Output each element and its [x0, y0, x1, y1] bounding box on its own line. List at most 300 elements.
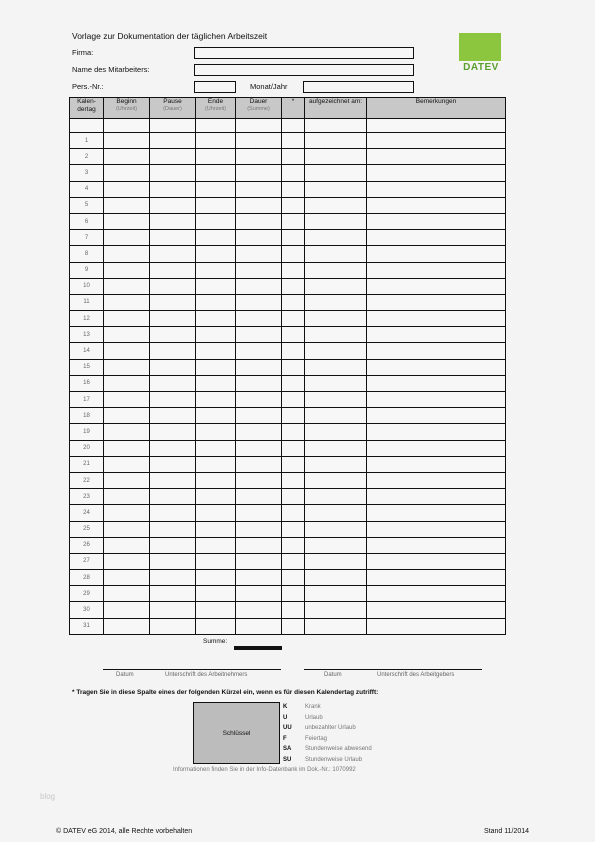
monat-field[interactable] — [303, 81, 414, 93]
entry-cell[interactable] — [236, 197, 282, 213]
entry-cell[interactable] — [367, 456, 506, 472]
datev-logo — [459, 33, 501, 61]
entry-cell[interactable] — [282, 424, 305, 440]
day-cell: 26 — [70, 537, 104, 553]
entry-cell[interactable] — [236, 440, 282, 456]
entry-cell[interactable] — [104, 472, 150, 488]
day-cell: 19 — [70, 424, 104, 440]
entry-cell[interactable] — [104, 553, 150, 569]
entry-cell[interactable] — [367, 521, 506, 537]
table-row — [70, 618, 506, 634]
table-row — [70, 181, 506, 197]
entry-cell[interactable] — [305, 278, 367, 294]
entry-cell[interactable] — [150, 343, 196, 359]
entry-cell[interactable] — [150, 197, 196, 213]
entry-cell[interactable] — [367, 119, 506, 133]
entry-cell[interactable] — [104, 213, 150, 229]
entry-cell[interactable] — [104, 618, 150, 634]
entry-cell[interactable] — [196, 602, 236, 618]
day-cell: 3 — [70, 165, 104, 181]
entry-cell[interactable] — [367, 311, 506, 327]
entry-cell[interactable] — [236, 375, 282, 391]
entry-cell[interactable] — [367, 424, 506, 440]
entry-cell[interactable] — [196, 408, 236, 424]
col-header: Dauer (Summe) — [236, 98, 282, 119]
table-row — [70, 197, 506, 213]
entry-cell[interactable] — [367, 246, 506, 262]
entry-cell[interactable] — [150, 456, 196, 472]
day-cell: 12 — [70, 311, 104, 327]
entry-cell[interactable] — [104, 149, 150, 165]
page-title: Vorlage zur Dokumentation der täglichen Arbeitszeit — [72, 31, 268, 41]
table-row — [70, 165, 506, 181]
day-cell: 6 — [70, 213, 104, 229]
entry-cell[interactable] — [150, 311, 196, 327]
entry-cell[interactable] — [367, 618, 506, 634]
entry-cell[interactable] — [282, 181, 305, 197]
entry-cell[interactable] — [236, 262, 282, 278]
date-label: Datum — [324, 672, 342, 678]
entry-cell[interactable] — [150, 149, 196, 165]
entry-cell[interactable] — [150, 181, 196, 197]
entry-cell[interactable] — [104, 456, 150, 472]
entry-cell[interactable] — [236, 294, 282, 310]
entry-cell[interactable] — [104, 586, 150, 602]
entry-cell[interactable] — [367, 262, 506, 278]
table-row — [70, 149, 506, 165]
summe-field[interactable] — [234, 646, 282, 650]
entry-cell[interactable] — [236, 165, 282, 181]
entry-cell[interactable] — [196, 246, 236, 262]
day-cell: 9 — [70, 262, 104, 278]
entry-cell[interactable] — [282, 618, 305, 634]
entry-cell[interactable] — [282, 230, 305, 246]
entry-cell[interactable] — [104, 440, 150, 456]
entry-cell[interactable] — [367, 213, 506, 229]
day-cell: 11 — [70, 294, 104, 310]
entry-cell[interactable] — [367, 197, 506, 213]
monat-label: Monat/Jahr — [250, 82, 288, 91]
entry-cell[interactable] — [104, 602, 150, 618]
entry-cell[interactable] — [150, 489, 196, 505]
entry-cell[interactable] — [236, 327, 282, 343]
entry-cell[interactable] — [282, 586, 305, 602]
entry-cell[interactable] — [150, 537, 196, 553]
entry-cell[interactable] — [236, 392, 282, 408]
entry-cell[interactable] — [282, 408, 305, 424]
entry-cell[interactable] — [104, 294, 150, 310]
entry-cell[interactable] — [367, 149, 506, 165]
entry-cell[interactable] — [150, 570, 196, 586]
entry-cell[interactable] — [196, 359, 236, 375]
day-cell: 14 — [70, 343, 104, 359]
entry-cell[interactable] — [196, 537, 236, 553]
entry-cell[interactable] — [236, 181, 282, 197]
day-cell: 17 — [70, 392, 104, 408]
day-cell: 24 — [70, 505, 104, 521]
mitarbeiter-label: Name des Mitarbeiters: — [72, 65, 150, 74]
entry-cell[interactable] — [282, 472, 305, 488]
entry-cell[interactable] — [367, 489, 506, 505]
entry-cell[interactable] — [196, 181, 236, 197]
entry-cell[interactable] — [367, 375, 506, 391]
datev-logo-text: DATEV — [463, 62, 499, 73]
entry-cell[interactable] — [282, 149, 305, 165]
table-row — [70, 424, 506, 440]
timesheet-table — [69, 97, 506, 635]
entry-cell[interactable] — [150, 408, 196, 424]
entry-cell[interactable] — [305, 149, 367, 165]
key-description: Stundenweise Urlaub — [305, 756, 363, 763]
entry-cell[interactable] — [282, 521, 305, 537]
key-item — [283, 703, 321, 711]
entry-cell[interactable] — [196, 311, 236, 327]
key-box — [193, 702, 280, 764]
key-title: Schlüssel — [222, 729, 251, 737]
day-cell: 27 — [70, 553, 104, 569]
entry-cell[interactable] — [196, 618, 236, 634]
entry-cell[interactable] — [196, 213, 236, 229]
entry-cell[interactable] — [150, 505, 196, 521]
entry-cell[interactable] — [367, 570, 506, 586]
entry-cell[interactable] — [282, 197, 305, 213]
persnr-field[interactable] — [194, 81, 236, 93]
table-row — [70, 392, 506, 408]
summe-label: Summe: — [203, 638, 228, 645]
entry-cell[interactable] — [236, 359, 282, 375]
entry-cell[interactable] — [104, 246, 150, 262]
entry-cell[interactable] — [367, 602, 506, 618]
entry-cell[interactable] — [150, 133, 196, 149]
entry-cell[interactable] — [305, 618, 367, 634]
entry-cell[interactable] — [282, 570, 305, 586]
entry-cell[interactable] — [150, 262, 196, 278]
firma-label: Firma: — [72, 48, 94, 57]
copyright: © DATEV eG 2014, alle Rechte vorbehalten — [56, 828, 193, 835]
entry-cell[interactable] — [305, 246, 367, 262]
entry-cell[interactable] — [104, 537, 150, 553]
entry-cell[interactable] — [305, 359, 367, 375]
signature-line-employee[interactable] — [103, 669, 281, 670]
entry-cell[interactable] — [150, 472, 196, 488]
entry-cell[interactable] — [196, 505, 236, 521]
table-row — [70, 327, 506, 343]
entry-cell[interactable] — [196, 262, 236, 278]
entry-cell[interactable] — [282, 456, 305, 472]
day-cell: 7 — [70, 230, 104, 246]
entry-cell[interactable] — [305, 165, 367, 181]
entry-cell[interactable] — [305, 213, 367, 229]
entry-cell[interactable] — [104, 505, 150, 521]
entry-cell[interactable] — [104, 327, 150, 343]
day-cell: 13 — [70, 327, 104, 343]
entry-cell[interactable] — [104, 133, 150, 149]
entry-cell[interactable] — [282, 537, 305, 553]
entry-cell[interactable] — [150, 230, 196, 246]
entry-cell[interactable] — [150, 327, 196, 343]
entry-cell[interactable] — [236, 213, 282, 229]
key-item — [283, 714, 323, 722]
entry-cell[interactable] — [305, 343, 367, 359]
entry-cell[interactable] — [282, 133, 305, 149]
entry-cell[interactable] — [196, 119, 236, 133]
entry-cell[interactable] — [367, 440, 506, 456]
entry-cell[interactable] — [282, 553, 305, 569]
day-cell: 25 — [70, 521, 104, 537]
entry-cell[interactable] — [104, 343, 150, 359]
entry-cell[interactable] — [196, 278, 236, 294]
day-cell: 23 — [70, 489, 104, 505]
date-label: Datum — [116, 672, 134, 678]
table-row — [70, 602, 506, 618]
entry-cell[interactable] — [236, 343, 282, 359]
entry-cell[interactable] — [196, 230, 236, 246]
day-cell: 31 — [70, 618, 104, 634]
day-cell — [70, 119, 104, 133]
entry-cell[interactable] — [282, 489, 305, 505]
entry-cell[interactable] — [104, 311, 150, 327]
firma-field[interactable] — [194, 47, 414, 59]
entry-cell[interactable] — [282, 505, 305, 521]
key-item — [283, 735, 327, 743]
entry-cell[interactable] — [282, 246, 305, 262]
entry-cell[interactable] — [150, 521, 196, 537]
entry-cell[interactable] — [282, 327, 305, 343]
entry-cell[interactable] — [305, 375, 367, 391]
entry-cell[interactable] — [236, 119, 282, 133]
entry-cell[interactable] — [305, 537, 367, 553]
entry-cell[interactable] — [236, 618, 282, 634]
entry-cell[interactable] — [150, 165, 196, 181]
entry-cell[interactable] — [236, 311, 282, 327]
entry-cell[interactable] — [150, 294, 196, 310]
entry-cell[interactable] — [236, 424, 282, 440]
entry-cell[interactable] — [236, 230, 282, 246]
entry-cell[interactable] — [367, 472, 506, 488]
entry-cell[interactable] — [150, 278, 196, 294]
entry-cell[interactable] — [305, 181, 367, 197]
key-description: Krank — [305, 704, 321, 710]
entry-cell[interactable] — [305, 505, 367, 521]
table-row — [70, 440, 506, 456]
key-description: unbezahlter Urlaub — [305, 725, 356, 731]
day-cell: 28 — [70, 570, 104, 586]
entry-cell[interactable] — [196, 456, 236, 472]
entry-cell[interactable] — [150, 119, 196, 133]
entry-cell[interactable] — [305, 440, 367, 456]
entry-cell[interactable] — [367, 230, 506, 246]
entry-cell[interactable] — [236, 537, 282, 553]
entry-cell[interactable] — [367, 408, 506, 424]
day-cell: 16 — [70, 375, 104, 391]
entry-cell[interactable] — [236, 246, 282, 262]
entry-cell[interactable] — [282, 343, 305, 359]
watermark: blog — [40, 792, 56, 801]
entry-cell[interactable] — [236, 472, 282, 488]
entry-cell[interactable] — [367, 392, 506, 408]
entry-cell[interactable] — [305, 197, 367, 213]
day-cell: 8 — [70, 246, 104, 262]
entry-cell[interactable] — [367, 181, 506, 197]
entry-cell[interactable] — [196, 440, 236, 456]
entry-cell[interactable] — [367, 165, 506, 181]
col-header: Beginn (Uhrzeit) — [104, 98, 150, 119]
entry-cell[interactable] — [305, 311, 367, 327]
entry-cell[interactable] — [305, 133, 367, 149]
entry-cell[interactable] — [367, 553, 506, 569]
entry-cell[interactable] — [104, 489, 150, 505]
table-row — [70, 133, 506, 149]
entry-cell[interactable] — [367, 537, 506, 553]
col-header: aufgezeichnet am: — [305, 98, 367, 119]
entry-cell[interactable] — [104, 375, 150, 391]
entry-cell[interactable] — [196, 327, 236, 343]
entry-cell[interactable] — [150, 246, 196, 262]
entry-cell[interactable] — [196, 294, 236, 310]
entry-cell[interactable] — [104, 424, 150, 440]
entry-cell[interactable] — [150, 392, 196, 408]
table-row — [70, 537, 506, 553]
entry-cell[interactable] — [150, 424, 196, 440]
entry-cell[interactable] — [150, 618, 196, 634]
entry-cell[interactable] — [236, 149, 282, 165]
entry-cell[interactable] — [282, 294, 305, 310]
entry-cell[interactable] — [367, 359, 506, 375]
entry-cell[interactable] — [305, 521, 367, 537]
entry-cell[interactable] — [236, 586, 282, 602]
entry-cell[interactable] — [196, 586, 236, 602]
entry-cell[interactable] — [104, 392, 150, 408]
entry-cell[interactable] — [104, 408, 150, 424]
table-row — [70, 246, 506, 262]
entry-cell[interactable] — [305, 489, 367, 505]
entry-cell[interactable] — [305, 553, 367, 569]
entry-cell[interactable] — [305, 424, 367, 440]
entry-cell[interactable] — [282, 262, 305, 278]
day-cell: 15 — [70, 359, 104, 375]
entry-cell[interactable] — [367, 505, 506, 521]
entry-cell[interactable] — [196, 553, 236, 569]
entry-cell[interactable] — [236, 456, 282, 472]
entry-cell[interactable] — [150, 375, 196, 391]
entry-cell[interactable] — [196, 197, 236, 213]
entry-cell[interactable] — [367, 294, 506, 310]
entry-cell[interactable] — [236, 602, 282, 618]
entry-cell[interactable] — [196, 165, 236, 181]
entry-cell[interactable] — [282, 213, 305, 229]
entry-cell[interactable] — [196, 375, 236, 391]
entry-cell[interactable] — [104, 521, 150, 537]
entry-cell[interactable] — [104, 181, 150, 197]
entry-cell[interactable] — [196, 149, 236, 165]
entry-cell[interactable] — [282, 165, 305, 181]
mitarbeiter-field[interactable] — [194, 64, 414, 76]
entry-cell[interactable] — [282, 278, 305, 294]
entry-cell[interactable] — [196, 521, 236, 537]
entry-cell[interactable] — [282, 602, 305, 618]
signature-line-employer[interactable] — [304, 669, 482, 670]
table-row — [70, 472, 506, 488]
entry-cell[interactable] — [104, 262, 150, 278]
entry-cell[interactable] — [150, 553, 196, 569]
entry-cell[interactable] — [150, 602, 196, 618]
entry-cell[interactable] — [150, 359, 196, 375]
persnr-label: Pers.-Nr.: — [72, 82, 104, 91]
entry-cell[interactable] — [196, 392, 236, 408]
entry-cell[interactable] — [305, 294, 367, 310]
entry-cell[interactable] — [236, 408, 282, 424]
entry-cell[interactable] — [367, 343, 506, 359]
entry-cell[interactable] — [367, 586, 506, 602]
entry-cell[interactable] — [282, 119, 305, 133]
day-cell: 5 — [70, 197, 104, 213]
entry-cell[interactable] — [236, 553, 282, 569]
entry-cell[interactable] — [305, 119, 367, 133]
key-code: U — [283, 714, 288, 721]
entry-cell[interactable] — [305, 570, 367, 586]
table-row — [70, 553, 506, 569]
key-item — [283, 756, 362, 764]
entry-cell[interactable] — [196, 489, 236, 505]
entry-cell[interactable] — [236, 278, 282, 294]
entry-cell[interactable] — [305, 327, 367, 343]
entry-cell[interactable] — [150, 213, 196, 229]
table-row — [70, 505, 506, 521]
entry-cell[interactable] — [104, 119, 150, 133]
entry-cell[interactable] — [104, 359, 150, 375]
entry-cell[interactable] — [236, 521, 282, 537]
entry-cell[interactable] — [196, 472, 236, 488]
entry-cell[interactable] — [282, 359, 305, 375]
entry-cell[interactable] — [236, 570, 282, 586]
entry-cell[interactable] — [104, 278, 150, 294]
entry-cell[interactable] — [150, 440, 196, 456]
entry-cell[interactable] — [150, 586, 196, 602]
entry-cell[interactable] — [305, 602, 367, 618]
entry-cell[interactable] — [305, 456, 367, 472]
entry-cell[interactable] — [104, 165, 150, 181]
table-row — [70, 311, 506, 327]
entry-cell[interactable] — [104, 570, 150, 586]
entry-cell[interactable] — [282, 375, 305, 391]
entry-cell[interactable] — [305, 408, 367, 424]
entry-cell[interactable] — [367, 133, 506, 149]
entry-cell[interactable] — [196, 424, 236, 440]
entry-cell[interactable] — [367, 327, 506, 343]
entry-cell[interactable] — [282, 311, 305, 327]
table-row — [70, 230, 506, 246]
entry-cell[interactable] — [305, 262, 367, 278]
entry-cell[interactable] — [236, 489, 282, 505]
table-row — [70, 570, 506, 586]
entry-cell[interactable] — [196, 133, 236, 149]
entry-cell[interactable] — [282, 440, 305, 456]
entry-cell[interactable] — [104, 230, 150, 246]
entry-cell[interactable] — [196, 343, 236, 359]
entry-cell[interactable] — [236, 505, 282, 521]
entry-cell[interactable] — [305, 472, 367, 488]
col-header: Bemerkungen — [367, 98, 506, 119]
entry-cell[interactable] — [305, 586, 367, 602]
entry-cell[interactable] — [305, 392, 367, 408]
entry-cell[interactable] — [236, 133, 282, 149]
entry-cell[interactable] — [367, 278, 506, 294]
entry-cell[interactable] — [282, 392, 305, 408]
entry-cell[interactable] — [305, 230, 367, 246]
entry-cell[interactable] — [104, 197, 150, 213]
entry-cell[interactable] — [196, 570, 236, 586]
day-cell: 18 — [70, 408, 104, 424]
